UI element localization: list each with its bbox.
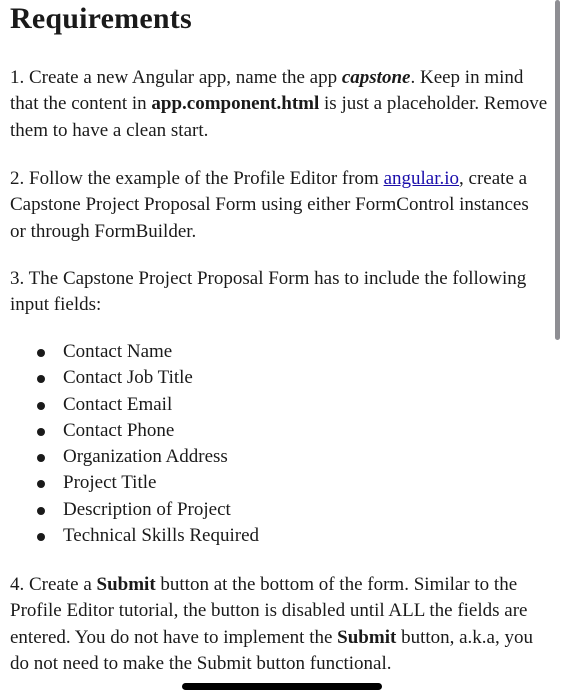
requirement-1-text: is just a placeholder. Remove them to have a clean start. xyxy=(10,93,548,141)
field-name: Contact Job Title xyxy=(63,367,193,389)
field-name: Description of Project xyxy=(63,498,231,520)
requirement-2-text: 2. Follow the example of the Profile Editor from xyxy=(10,168,384,189)
submit-keyword: Submit xyxy=(337,626,397,648)
list-item xyxy=(10,523,259,549)
requirement-3: 3. The Capstone Project Proposal Form has to include the following input fields: xyxy=(10,268,527,316)
bullet-icon xyxy=(37,402,45,410)
home-indicator[interactable] xyxy=(182,683,382,690)
field-name: Contact Email xyxy=(63,393,173,415)
requirement-2-text: , create a Capstone Project Proposal Form using either FormControl instances or through FormBuilder. xyxy=(10,168,529,242)
field-name: Technical Skills Required xyxy=(63,525,260,547)
requirement-4-text: 4. Create a xyxy=(10,574,97,595)
bullet-icon xyxy=(37,480,45,488)
list-item xyxy=(10,339,259,365)
requirement-1-text: . Keep in mind that the content in xyxy=(10,67,524,115)
app-name: capstone xyxy=(341,67,411,88)
input-fields-list xyxy=(10,339,259,549)
field-name: Contact Name xyxy=(63,341,173,362)
field-name: Contact Phone xyxy=(63,419,175,441)
submit-keyword: Submit xyxy=(96,574,156,595)
field-name: Organization Address xyxy=(63,446,228,468)
requirement-4-text: button, a.k.a, you do not need to make the Submit button functional. xyxy=(10,626,533,674)
list-item xyxy=(10,392,259,418)
bullet-icon xyxy=(37,375,45,383)
list-item xyxy=(10,497,259,523)
requirement-1 xyxy=(10,65,548,144)
list-item xyxy=(10,444,259,470)
list-item xyxy=(10,365,259,391)
requirement-4 xyxy=(10,572,548,677)
requirement-4-text: button at the bottom of the form. Similar to the Profile Editor tutorial, the button is disabled until ALL the fields are entered. You do not have to implement the xyxy=(10,574,528,648)
list-item xyxy=(10,470,259,496)
bullet-icon xyxy=(37,533,45,541)
file-name: app.component.html xyxy=(151,93,320,115)
bullet-icon xyxy=(37,454,45,462)
requirement-1-text: 1. Create a new Angular app, name the app xyxy=(10,67,342,88)
angular-io-link[interactable]: angular.io xyxy=(383,168,460,189)
field-name: Project Title xyxy=(63,472,157,494)
vertical-scrollbar[interactable] xyxy=(555,0,560,340)
bullet-icon xyxy=(37,507,45,515)
bullet-icon xyxy=(37,349,45,357)
requirement-2 xyxy=(10,166,548,245)
list-item xyxy=(10,418,259,444)
bullet-icon xyxy=(37,428,45,436)
page-title: Requirements xyxy=(10,2,192,35)
